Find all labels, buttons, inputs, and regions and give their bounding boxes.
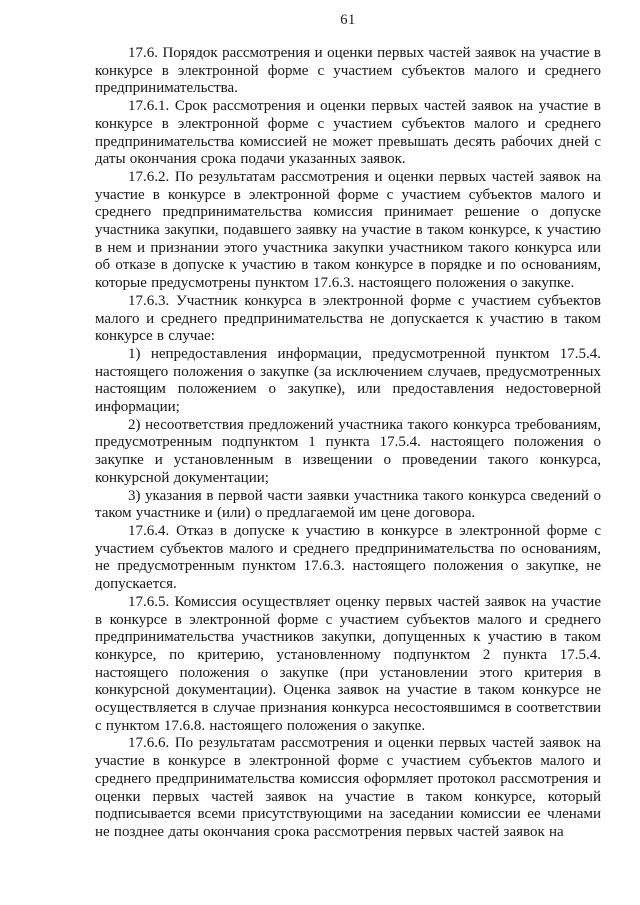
page-number: 61 — [340, 12, 356, 28]
list-item-1: 1) непредоставления информации, предусмотренной пунктом 17.5.4. настоящего положения о закупке (за исключением случаев, предусмотренных настоящим положением о закупке), или предоставления недостоверной информации; — [95, 345, 601, 416]
paragraph-17-6-6: 17.6.6. По результатам рассмотрения и оценки первых частей заявок на участие в конкурсе в электронной форме с участием субъектов малого и среднего предпринимательства комиссия оформляет протокол рассмотрения и оценки первых частей заявок на участие в таком конкурсе, который подписывается всеми присутствующими на заседании комиссии ее членами не позднее даты окончания срока рассмотрения первых частей заявок на — [95, 735, 601, 840]
list-item-2: 2) несоответствия предложений участника такого конкурса требованиям, предусмотренным подпунктом 1 пункта 17.5.4. настоящего положения о закупке и установленным в извещении о проведении такого конкурса, конкурсной документации; — [95, 416, 601, 486]
paragraph-17-6: 17.6. Порядок рассмотрения и оценки первых частей заявок на участие в конкурсе в электронной форме с участием субъектов малого и среднего предпринимательства. — [95, 45, 601, 97]
paragraph-17-6-1: 17.6.1. Срок рассмотрения и оценки первых частей заявок на участие в конкурсе в электронной форме с участием субъектов малого и среднего предпринимательства комиссией не может превышать десять рабочих дней с даты окончания срока подачи указанных заявок. — [95, 98, 601, 168]
paragraph-17-6-2: 17.6.2. По результатам рассмотрения и оценки первых частей заявок на участие в конкурсе в электронной форме с участием субъектов малого и среднего предпринимательства комиссия принимает решение о допуске участника закупки, подавшего заявку на участие в таком конкурсе, к участию в нем и признании этого участника закупки участником такого конкурса или об отказе в допуске к участию в таком конкурсе в порядке и по основаниям, которые предусмотрены пунктом 17.6.3. настоящего положения о закупке. — [95, 168, 601, 292]
paragraph-17-6-3: 17.6.3. Участник конкурса в электронной форме с участием субъектов малого и среднего предпринимательства не допускается к участию в таком конкурсе в случае: — [95, 292, 601, 345]
document-body — [95, 45, 601, 842]
paragraph-17-6-5: 17.6.5. Комиссия осуществляет оценку первых частей заявок на участие в конкурсе в электронной форме с участием субъектов малого и среднего предпринимательства участников закупки, допущенных к участию в таком конкурсе, по критерию, установленному подпунктом 2 пункта 17.5.4. настоящего положения о закупке (при установлении этого критерия в конкурсной документации). Оценка заявок на участие в таком конкурсе не осуществляется в случае признания конкурса несостоявшимся в соответствии с пунктом 17.6.8. настоящего положения о закупке. — [95, 593, 601, 734]
paragraph-17-6-4: 17.6.4. Отказ в допуске к участию в конкурсе в электронной форме с участием субъектов малого и среднего предпринимательства по основаниям, не предусмотренным пунктом 17.6.3. настоящего положения о закупке, не допускается. — [95, 522, 601, 593]
list-item-3: 3) указания в первой части заявки участника такого конкурса сведений о таком участнике и (или) о предлагаемой им цене договора. — [95, 487, 601, 522]
